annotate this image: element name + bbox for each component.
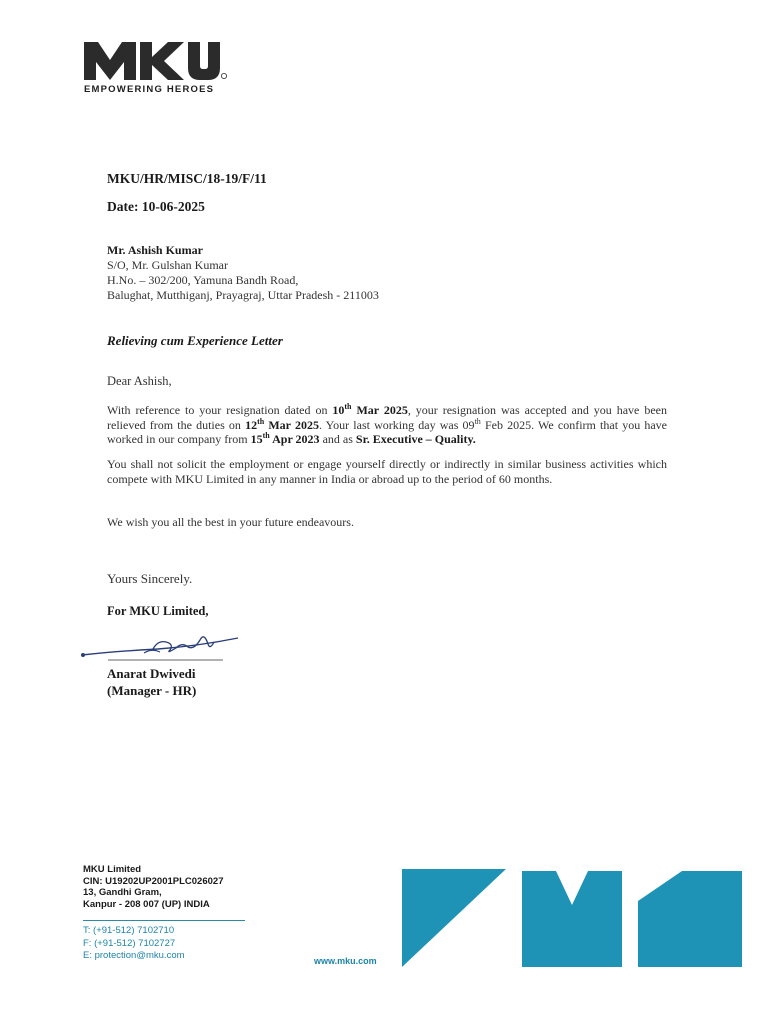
footer-company-info xyxy=(83,864,223,910)
recipient-line-2: H.No. – 302/200, Yamuna Bandh Road, xyxy=(107,273,299,287)
recipient-name: Mr. Ashish Kumar xyxy=(107,243,203,257)
closing: Yours Sincerely. xyxy=(107,571,193,586)
paragraph-wishes: We wish you all the best in your future endeavours. xyxy=(107,515,354,529)
letter-subject: Relieving cum Experience Letter xyxy=(107,333,283,348)
footer-address-1: 13, Gandhi Gram, xyxy=(83,887,162,898)
salutation: Dear Ashish, xyxy=(107,374,172,388)
footer-divider xyxy=(83,920,245,921)
footer-email[interactable]: E: protection@mku.com xyxy=(83,950,185,961)
footer-contact xyxy=(83,925,185,963)
footer-fax: F: (+91-512) 7102727 xyxy=(83,937,176,949)
footer-cin: CIN: U19202UP2001PLC026027 xyxy=(83,875,224,887)
signatory-name: Anarat Dwivedi xyxy=(107,666,196,681)
signatory-title: (Manager - HR) xyxy=(107,683,197,698)
footer-website-link[interactable]: www.mku.com xyxy=(314,956,377,966)
company-logo xyxy=(84,42,234,102)
handwritten-signature xyxy=(78,622,248,667)
for-company: For MKU Limited, xyxy=(107,604,209,618)
paragraph-non-solicit: You shall not solicit the employment or engage yourself directly or indirectly in similar business activities which compete with MKU Limited in any manner in India or abroad up to the period of 60 months. xyxy=(107,457,667,486)
footer-address-2: Kanpur - 208 007 (UP) INDIA xyxy=(83,898,210,910)
recipient-line-3: Balughat, Mutthiganj, Prayagraj, Uttar Pradesh - 211003 xyxy=(107,288,379,302)
reference-number: MKU/HR/MISC/18-19/F/11 xyxy=(107,171,267,186)
signatory-block xyxy=(107,665,196,699)
footer-phone: T: (+91-512) 7102710 xyxy=(83,925,175,936)
recipient-address xyxy=(107,243,379,303)
mku-logo-icon xyxy=(84,42,234,82)
recipient-line-1: S/O, Mr. Gulshan Kumar xyxy=(107,258,228,272)
paragraph-resignation: With reference to your resignation dated on 10th Mar 2025, your resignation was accepted and you have been relieved from the duties on 12th Mar 2025. Your last working day was 09th Feb 2025. We confirm that you have worked in our company from 15th Apr 2023 and as Sr. Executive – Quality. xyxy=(107,402,667,446)
footer-brand-graphic xyxy=(402,869,742,967)
logo-tagline: EMPOWERING HEROES xyxy=(84,84,215,95)
footer-company-name: MKU Limited xyxy=(83,864,142,875)
letter-date: Date: 10-06-2025 xyxy=(107,199,205,214)
